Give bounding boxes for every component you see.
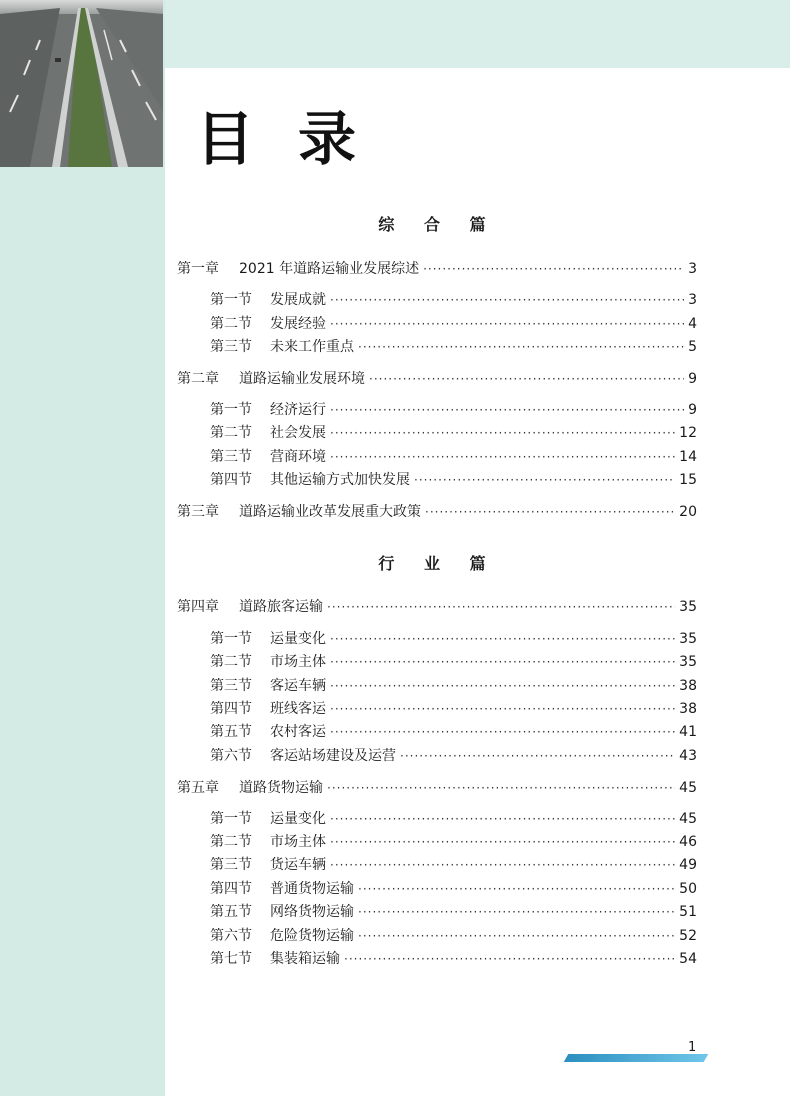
toc-section[interactable] <box>210 628 697 650</box>
section-title: 客运车辆 <box>270 678 326 694</box>
dot-leader <box>330 808 675 830</box>
dot-leader <box>358 925 675 947</box>
page-ref: 9 <box>688 371 697 387</box>
section-title: 发展成就 <box>270 292 326 308</box>
page-ref: 12 <box>679 425 697 441</box>
section-number: 第一节 <box>210 292 252 308</box>
toc-section[interactable] <box>210 675 697 697</box>
dot-leader <box>369 368 684 390</box>
section-number: 第六节 <box>210 928 252 944</box>
toc-section[interactable] <box>210 651 697 673</box>
page-ref: 50 <box>679 881 697 897</box>
toc-section[interactable] <box>210 721 697 743</box>
dot-leader <box>358 878 675 900</box>
dot-leader <box>330 446 675 468</box>
toc-section[interactable] <box>210 808 697 830</box>
section-title: 运量变化 <box>270 811 326 827</box>
chapter-title: 道路运输业发展环境 <box>239 371 365 387</box>
dot-leader <box>344 948 675 970</box>
page-ref: 4 <box>688 316 697 332</box>
toc-section[interactable] <box>210 399 697 421</box>
chapter-title: 道路运输业改革发展重大政策 <box>239 504 421 520</box>
section-number: 第六节 <box>210 748 252 764</box>
toc-section[interactable] <box>210 925 697 947</box>
section-number: 第二节 <box>210 654 252 670</box>
section-title: 集装箱运输 <box>270 951 340 967</box>
page-ref: 41 <box>679 724 697 740</box>
page-ref: 35 <box>679 599 697 615</box>
dot-leader <box>330 675 675 697</box>
section-title: 市场主体 <box>270 834 326 850</box>
section-number: 第二节 <box>210 316 252 332</box>
section-title: 客运站场建设及运营 <box>270 748 396 764</box>
page-ref: 5 <box>688 339 697 355</box>
page-ref: 52 <box>679 928 697 944</box>
section-number: 第二节 <box>210 425 252 441</box>
section-number: 第四节 <box>210 472 252 488</box>
page-ref: 49 <box>679 857 697 873</box>
dot-leader <box>330 399 684 421</box>
section-number: 第一节 <box>210 402 252 418</box>
toc-chapter-5[interactable] <box>177 777 697 799</box>
dot-leader <box>330 651 675 673</box>
page-ref: 3 <box>688 261 697 277</box>
page-ref: 20 <box>679 504 697 520</box>
section-title: 经济运行 <box>270 402 326 418</box>
toc-chapter-1[interactable] <box>177 258 697 280</box>
section-number: 第四节 <box>210 701 252 717</box>
section-title: 社会发展 <box>270 425 326 441</box>
dot-leader <box>330 854 675 876</box>
toc-section[interactable] <box>210 831 697 853</box>
section-title: 班线客运 <box>270 701 326 717</box>
page-ref: 54 <box>679 951 697 967</box>
toc-section[interactable] <box>210 289 697 311</box>
highway-photo <box>0 0 163 167</box>
toc-section[interactable] <box>210 948 697 970</box>
toc-section[interactable] <box>210 745 697 767</box>
chapter-number: 第二章 <box>177 371 219 387</box>
dot-leader <box>330 831 675 853</box>
part-heading-industry: 行 业 篇 <box>378 554 498 573</box>
dot-leader <box>414 469 675 491</box>
page-ref: 35 <box>679 654 697 670</box>
section-number: 第五节 <box>210 724 252 740</box>
toc-chapter-4[interactable] <box>177 596 697 618</box>
section-title: 货运车辆 <box>270 857 326 873</box>
section-number: 第五节 <box>210 904 252 920</box>
page-ref: 38 <box>679 701 697 717</box>
section-number: 第三节 <box>210 678 252 694</box>
page-ref: 14 <box>679 449 697 465</box>
section-number: 第一节 <box>210 811 252 827</box>
page-ref: 15 <box>679 472 697 488</box>
toc-section[interactable] <box>210 901 697 923</box>
page-ref: 46 <box>679 834 697 850</box>
dot-leader <box>330 721 675 743</box>
section-number: 第三节 <box>210 339 252 355</box>
chapter-title: 道路货物运输 <box>239 780 323 796</box>
chapter-number: 第一章 <box>177 261 219 277</box>
toc-section[interactable] <box>210 336 697 358</box>
section-number: 第一节 <box>210 631 252 647</box>
section-title: 危险货物运输 <box>270 928 354 944</box>
page-ref: 51 <box>679 904 697 920</box>
toc-section[interactable] <box>210 422 697 444</box>
section-title: 运量变化 <box>270 631 326 647</box>
section-title: 其他运输方式加快发展 <box>270 472 410 488</box>
page-ref: 35 <box>679 631 697 647</box>
section-number: 第四节 <box>210 881 252 897</box>
section-title: 未来工作重点 <box>270 339 354 355</box>
dot-leader <box>330 289 684 311</box>
toc-section[interactable] <box>210 446 697 468</box>
toc-section[interactable] <box>210 854 697 876</box>
dot-leader <box>327 596 675 618</box>
section-title: 市场主体 <box>270 654 326 670</box>
dot-leader <box>358 336 684 358</box>
toc-section[interactable] <box>210 878 697 900</box>
dot-leader <box>330 422 675 444</box>
section-title: 发展经验 <box>270 316 326 332</box>
page-ref: 45 <box>679 811 697 827</box>
chapter-number: 第三章 <box>177 504 219 520</box>
dot-leader <box>330 698 675 720</box>
dot-leader <box>425 501 675 523</box>
toc-section[interactable] <box>210 698 697 720</box>
toc-chapter-2[interactable] <box>177 368 697 390</box>
page-ref: 3 <box>688 292 697 308</box>
dot-leader <box>423 258 684 280</box>
chapter-number: 第五章 <box>177 780 219 796</box>
page-ref: 38 <box>679 678 697 694</box>
dot-leader <box>330 313 684 335</box>
chapter-title: 2021 年道路运输业发展综述 <box>239 261 420 277</box>
chapter-title: 道路旅客运输 <box>239 599 323 615</box>
toc-chapter-3[interactable] <box>177 501 697 523</box>
section-number: 第二节 <box>210 834 252 850</box>
section-title: 网络货物运输 <box>270 904 354 920</box>
page-number: 1 <box>688 1040 697 1055</box>
section-number: 第三节 <box>210 857 252 873</box>
page-ref: 9 <box>688 402 697 418</box>
chapter-number: 第四章 <box>177 599 219 615</box>
dot-leader <box>400 745 675 767</box>
part-heading-comprehensive: 综 合 篇 <box>378 215 498 234</box>
page-title: 目录 <box>196 105 401 173</box>
section-title: 农村客运 <box>270 724 326 740</box>
section-number: 第七节 <box>210 951 252 967</box>
dot-leader <box>358 901 675 923</box>
toc-section[interactable] <box>210 313 697 335</box>
toc-section[interactable] <box>210 469 697 491</box>
dot-leader <box>330 628 675 650</box>
page-ref: 43 <box>679 748 697 764</box>
section-number: 第三节 <box>210 449 252 465</box>
footer-decor-bar <box>564 1054 709 1062</box>
section-title: 营商环境 <box>270 449 326 465</box>
section-title: 普通货物运输 <box>270 881 354 897</box>
page-ref: 45 <box>679 780 697 796</box>
dot-leader <box>327 777 675 799</box>
